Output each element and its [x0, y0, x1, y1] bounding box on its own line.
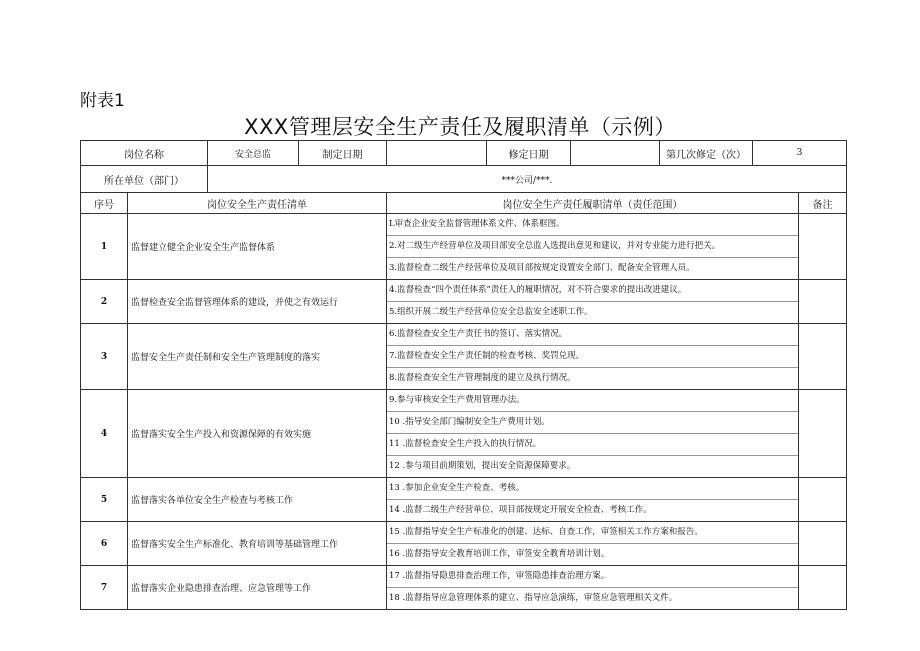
info-row-2 — [81, 166, 847, 193]
list-item: 13 .参加企业安全生产检查、考核。 — [389, 483, 525, 493]
row-seq: 6 — [81, 522, 128, 566]
header-seq: 序号 — [81, 193, 128, 214]
list-item: 8.监督检查安全生产管理制度的建立及执行情况。 — [387, 367, 798, 389]
appendix-label: 附表1 — [80, 91, 125, 111]
row-items — [387, 478, 799, 522]
row-duty: 监督落实安全生产标准化、教育培训等基础管理工作 — [128, 522, 387, 566]
table-row — [81, 478, 847, 522]
date-value — [387, 141, 487, 166]
row-items — [387, 390, 799, 478]
row-items — [387, 280, 799, 324]
table-row — [81, 214, 847, 280]
list-item: 6.监督检查安全生产责任书的签订、落实情况。 — [389, 329, 568, 339]
row-seq: 1 — [81, 214, 128, 280]
list-item: 9.参与审核安全生产费用管理办法。 — [389, 395, 525, 405]
times-label: 第几次修定（次） — [660, 141, 753, 166]
list-item: 5.组织开展二级生产经营单位安全总监安全述职工作。 — [387, 301, 798, 323]
position-value: 安全总监 — [208, 141, 299, 166]
list-item: 17 .监督指导隐患排查治理工作，审签隐患排查治理方案。 — [389, 571, 610, 581]
revise-label: 修定日期 — [487, 141, 571, 166]
list-item: 12 .参与项目前期策划，提出安全资源保障要求。 — [387, 455, 798, 477]
row-remark — [799, 324, 847, 390]
row-duty: 监督落实企业隐患排查治理、应急管理等工作 — [128, 566, 387, 610]
list-item: 4.监督检查“四个责任体系”责任人的履职情况，对不符合要求的提出改进建议。 — [389, 285, 687, 295]
row-remark — [799, 214, 847, 280]
row-seq: 3 — [81, 324, 128, 390]
row-remark — [799, 390, 847, 478]
info-row-1 — [81, 141, 847, 166]
row-duty: 监督安全生产责任制和安全生产管理制度的落实 — [128, 324, 387, 390]
list-item: 7.监督检查安全生产责任制的检查考核、奖罚兑现。 — [387, 345, 798, 367]
list-item: 3.监督检查二级生产经营单位及项目部按规定设置安全部门、配备安全管理人员。 — [387, 257, 798, 279]
times-value: 3 — [753, 141, 847, 166]
row-seq: 7 — [81, 566, 128, 610]
row-duty: 监督建立健全企业安全生产监督体系 — [128, 214, 387, 280]
table-row — [81, 566, 847, 610]
list-item: 14 .监督二级生产经营单位、项目部按规定开展安全检查、考核工作。 — [387, 499, 798, 521]
list-item: 18 .监督指导应急管理体系的建立、指导应急演练，审签应急管理相关文件。 — [387, 587, 798, 609]
row-duty: 监督检查安全监督管理体系的建设，并使之有效运行 — [128, 280, 387, 324]
row-seq: 4 — [81, 390, 128, 478]
header-perform-list: 岗位安全生产责任履职清单（责任范围） — [387, 193, 799, 214]
row-remark — [799, 566, 847, 610]
row-items — [387, 566, 799, 610]
table-row — [81, 280, 847, 324]
row-items — [387, 214, 799, 280]
revise-value — [571, 141, 660, 166]
row-items — [387, 324, 799, 390]
header-duty-list: 岗位安全生产责任清单 — [128, 193, 387, 214]
row-duty: 监督落实各单位安全生产检查与考核工作 — [128, 478, 387, 522]
list-item: 11 .监督检查安全生产投入的执行情况。 — [387, 433, 798, 455]
position-label: 岗位名称 — [81, 141, 208, 166]
row-remark — [799, 478, 847, 522]
list-item: 10 .指导安全部门编制安全生产费用计划。 — [387, 411, 798, 433]
unit-value: ***公司/***. — [208, 166, 847, 193]
row-remark — [799, 522, 847, 566]
header-row — [81, 193, 847, 214]
header-remark: 备注 — [799, 193, 847, 214]
list-item: 2.对二级生产经营单位及项目部安全总监人选提出意见和建议，并对专业能力进行把关。 — [387, 235, 798, 257]
list-item: 16 .监督指导安全教育培训工作，审签安全教育培训计划。 — [387, 543, 798, 565]
list-item: 15 .监督指导安全生产标准化的创建、达标、自查工作，审签相关工作方案和报告。 — [389, 527, 703, 537]
row-seq: 5 — [81, 478, 128, 522]
responsibility-table — [80, 140, 847, 610]
row-duty: 监督落实安全生产投入和资源保障的有效实施 — [128, 390, 387, 478]
row-items — [387, 522, 799, 566]
date-label: 制定日期 — [299, 141, 387, 166]
table-row — [81, 390, 847, 478]
list-item: L审查企业安全监督管理体系文件、体系框图。 — [389, 219, 565, 229]
table-row — [81, 324, 847, 390]
page-title: XXX管理层安全生产责任及履职清单（示例） — [244, 115, 676, 139]
table-row — [81, 522, 847, 566]
row-remark — [799, 280, 847, 324]
unit-label: 所在单位（部门） — [81, 166, 208, 193]
row-seq: 2 — [81, 280, 128, 324]
